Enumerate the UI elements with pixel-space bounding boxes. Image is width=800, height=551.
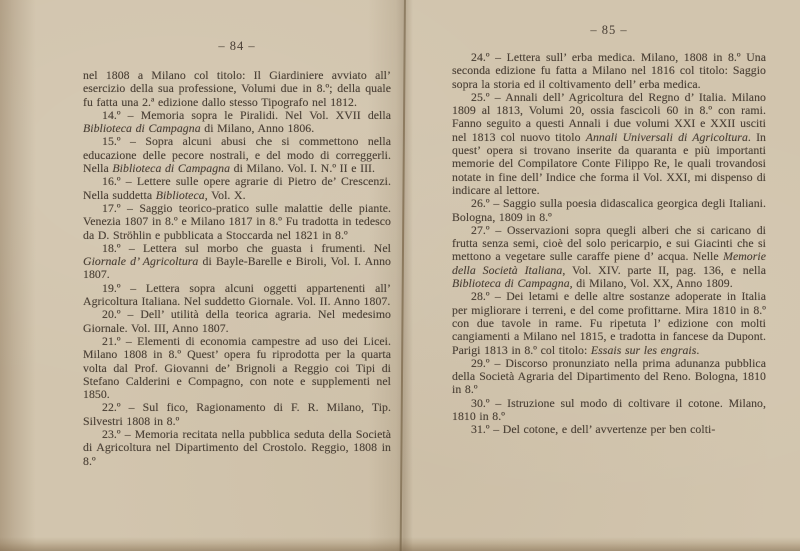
text-segment: 15.º – Sopra alcuni abusi che si commettono nella educazione delle pecore nostrali, e del modo di correggerli. Nella	[83, 134, 391, 176]
paragraph	[452, 91, 766, 197]
page-number-85: – 85 –	[590, 23, 628, 37]
page-gutter-line	[400, 0, 406, 551]
italic-text-segment: Memorie della Società Italiana	[452, 249, 766, 277]
text-segment: 19.º – Lettera sopra alcuni oggetti appartenenti all’ Agricoltura Italiana. Nel suddetto Giornale. Vol. II. Anno 1807.	[83, 280, 391, 309]
page-85	[452, 24, 766, 437]
text-segment: 21.º – Elementi di economia campestre ad uso dei Licei. Milano 1808 in 8.º Quest’ opera fu riprodotta per la quarta volta dal Prof. Giovanni de’ Brignoli a Reggio coi Tipi di Stefano Calderini e Compagno, con note e supplementi nel 1850.	[83, 333, 391, 402]
paragraph	[83, 401, 391, 428]
text-segment: 27.º – Osservazioni sopra quegli alberi che si caricano di frutta senza semi, cioè del solo pericarpio, e sui Giacinti che si mettono a vegetare sulle caraffe piene d’ acqua. Nelle	[452, 222, 766, 264]
italic-text-segment: Biblioteca di Campagna	[112, 161, 231, 176]
paragraph	[452, 397, 766, 424]
text-segment: , Vol. XIV. parte II, pag. 136, e nella	[562, 262, 766, 277]
page-84	[83, 40, 391, 468]
page-85-text	[452, 51, 766, 437]
text-segment: 26.º – Saggio sulla poesia didascalica georgica degli Italiani. Bologna, 1809 in 8.º	[452, 196, 766, 224]
paragraph	[452, 423, 766, 436]
text-segment: . In quest’ opera si trovano inserite da quaranta e più importanti memorie del Compilatore Conte Filippo Re, le quali trovandosi notate in fine dell’ Indice che forma il Vol. XXI, mi dispenso di indicare al lettore.	[452, 129, 766, 197]
paragraph	[83, 242, 391, 282]
text-segment: 25.º – Annali dell’ Agricoltura del Regno d’ Italia. Milano 1809 al 1813, Volumi 20, ossia fascicoli 60 in 8.º con rami. Fanno seguito a questi Annali i due volumi XXI e XXII usciti nel 1813 col nuovo titolo	[452, 89, 766, 144]
page-number-84: – 84 –	[218, 39, 256, 53]
paragraph	[452, 197, 766, 224]
text-segment: nel 1808 a Milano col titolo: Il Giardiniere avviato all’ esercizio della sua professione, Volumi due in 8.º; della quale fu fatta una 2.ª edizione dallo stesso Tipografo nel 1812.	[83, 68, 391, 109]
text-segment: 20.º – Dell’ utilità della teorica agraria. Nel medesimo Giornale. Vol. III, Anno 1807.	[83, 307, 391, 335]
text-segment: 29.º – Discorso pronunziato nella prima adunanza pubblica della Società Agraria del Dipartimento del Reno. Bologna, 1810 in 8.º	[452, 355, 766, 397]
text-segment: 18.º – Lettera sul morbo che guasta i frumenti. Nel	[102, 240, 391, 255]
paragraph	[83, 175, 391, 202]
paragraph	[83, 282, 391, 309]
text-segment: 31.º – Del cotone, e dell’ avvertenze per ben colti-	[471, 422, 716, 437]
paragraph	[83, 109, 391, 136]
paragraph	[452, 224, 766, 290]
text-segment: 22.º – Sul fico, Ragionamento di F. R. Milano, Tip. Silvestri 1808 in 8.º	[83, 400, 391, 428]
text-segment: di Bayle-Barelle e Biroli, Vol. I. Anno 1807.	[83, 254, 391, 282]
paragraph	[83, 135, 391, 175]
text-segment: 17.º – Saggio teorico-pratico sulle malattie delle piante. Venezia 1807 in 8.º e Milano 1817 in 8.º Fu tradotta in tedesco da D. Ströhlin e pubblicata a Stoccarda nel 1821 in 8.º	[83, 200, 391, 242]
text-segment: 30.º – Istruzione sul modo di coltivare il cotone. Milano, 1810 in 8.º	[452, 395, 766, 424]
text-segment: 28.º – Dei letami e delle altre sostanze adoperate in Italia per migliorare i terreni, e del come profittarne. Mira 1810 in 8.º con due tavole in rame. Fu ripetuta l’ edizione con molti cangiamenti a Milano nel 1815, e tradotta in fancese da Dupont. Parigi 1813 in 8.º col titolo:	[452, 289, 766, 357]
text-segment: di Milano, Vol. XX, Anno 1809.	[572, 276, 733, 291]
italic-text-segment: Essais sur les engrais	[590, 342, 697, 357]
text-segment: , Vol. X.	[204, 187, 246, 202]
paragraph	[452, 357, 766, 397]
text-segment: 23.º – Memoria recitata nella pubblica seduta della Società di Agricoltura nel Dipartimento del Crostolo. Reggio, 1808 in 8.º	[83, 427, 391, 468]
italic-text-segment: Giornale d’ Agricoltura	[83, 254, 199, 269]
italic-text-segment: Annali Universali di Agricoltura	[585, 129, 748, 144]
paragraph	[83, 308, 391, 335]
paragraph	[83, 69, 391, 109]
paragraph	[83, 202, 391, 242]
paragraph	[452, 51, 766, 91]
paragraph	[83, 335, 391, 401]
text-segment: di Milano. Vol. I. N.º II e III.	[230, 161, 376, 176]
text-segment: 24.º – Lettera sull’ erba medica. Milano, 1808 in 8.º Una seconda edizione fu fatta a Milano nel 1816 col titolo: Saggio sopra la storia ed il coltivamento dell’ erba medica.	[452, 50, 766, 91]
text-segment: .	[696, 342, 700, 357]
text-segment: di Milano, Anno 1806.	[200, 121, 315, 136]
paragraph	[452, 290, 766, 356]
paragraph	[83, 428, 391, 468]
italic-text-segment: Biblioteca di Campagna	[83, 121, 201, 136]
text-segment: 16.º – Lettere sulle opere agrarie di Pietro de’ Crescenzi. Nella suddetta	[83, 174, 391, 202]
italic-text-segment: Biblioteca di Campagna,	[452, 276, 573, 291]
italic-text-segment: Biblioteca	[155, 187, 205, 202]
text-segment: 14.º – Memoria sopra le Piralidi. Nel Vol. XVII della	[102, 107, 391, 122]
page-84-text	[83, 69, 391, 468]
